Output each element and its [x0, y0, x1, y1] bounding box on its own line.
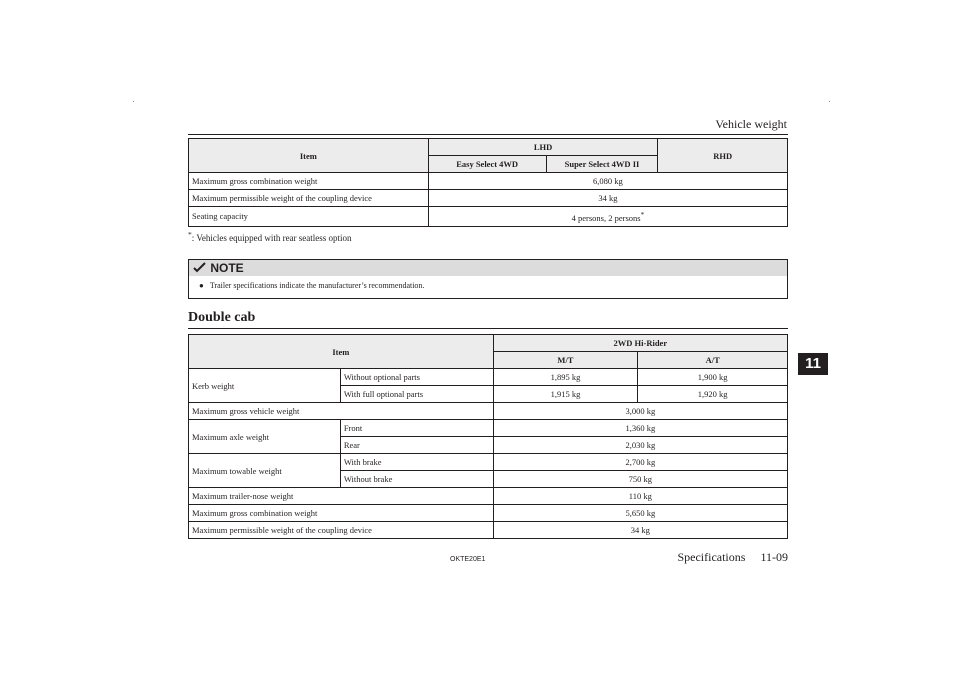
header-divider: [188, 134, 788, 135]
chapter-tab: 11: [798, 353, 828, 375]
row-label: Maximum gross vehicle weight: [189, 403, 494, 420]
row-label: Maximum axle weight: [189, 420, 341, 454]
header-2wd-hi-rider: 2WD Hi-Rider: [493, 335, 787, 352]
footer-section: Specifications: [677, 550, 746, 564]
row-value: 110 kg: [493, 488, 787, 505]
table-row: [189, 369, 788, 386]
note-text: Trailer specifications indicate the manufacturer’s recommendation.: [209, 281, 425, 290]
note-item: [199, 281, 424, 290]
bullet-icon: ●: [199, 281, 204, 290]
row-value: 6,080 kg: [428, 173, 787, 190]
row-label: Maximum towable weight: [189, 454, 341, 488]
table-row: [189, 207, 788, 227]
row-sublabel: Without optional parts: [340, 369, 493, 386]
row-sublabel: Rear: [340, 437, 493, 454]
row-value-mt: 1,895 kg: [493, 369, 638, 386]
table-row: [189, 420, 788, 437]
row-label: Maximum gross combination weight: [189, 173, 429, 190]
row-value: 2,030 kg: [493, 437, 787, 454]
page-footer: [630, 550, 788, 565]
page-header-title: Vehicle weight: [715, 117, 787, 131]
row-value-mt: 1,915 kg: [493, 386, 638, 403]
row-value: 1,360 kg: [493, 420, 787, 437]
row-sublabel: With brake: [340, 454, 493, 471]
row-value: 750 kg: [493, 471, 787, 488]
footnote-marker: *: [640, 211, 645, 219]
row-value: 2,700 kg: [493, 454, 787, 471]
header-at: A/T: [638, 352, 788, 369]
row-value-at: 1,900 kg: [638, 369, 788, 386]
table-row: [189, 522, 788, 539]
row-label: Maximum permissible weight of the coupling device: [189, 190, 429, 207]
footnote: [188, 230, 352, 243]
table-row: [189, 505, 788, 522]
page-number: 11-09: [760, 550, 788, 564]
row-label: Maximum gross combination weight: [189, 505, 494, 522]
row-sublabel: With full optional parts: [340, 386, 493, 403]
row-label: Kerb weight: [189, 369, 341, 403]
header-super-select: Super Select 4WD II: [546, 156, 658, 173]
row-label: Maximum trailer-nose weight: [189, 488, 494, 505]
pencil-check-icon: [193, 262, 207, 273]
crop-mark: [829, 101, 830, 102]
row-label: Seating capacity: [189, 207, 429, 227]
row-label: Maximum permissible weight of the coupling device: [189, 522, 494, 539]
section-title: Double cab: [188, 310, 256, 325]
note-heading: [193, 261, 244, 275]
note-label: NOTE: [210, 261, 244, 275]
table-row: [189, 403, 788, 420]
header-mt: M/T: [493, 352, 638, 369]
row-value-at: 1,920 kg: [638, 386, 788, 403]
row-value: 5,650 kg: [493, 505, 787, 522]
row-value: 34 kg: [493, 522, 787, 539]
header-rhd: RHD: [658, 139, 788, 173]
header-item: Item: [189, 139, 429, 173]
section-divider: [188, 328, 788, 329]
note-header: [189, 260, 787, 276]
row-value: 34 kg: [428, 190, 787, 207]
header-item: Item: [189, 335, 494, 369]
row-value-cell: [428, 207, 787, 227]
row-sublabel: Front: [340, 420, 493, 437]
footnote-mark: *: [188, 230, 192, 239]
weight-table-lhd-rhd: [188, 138, 788, 227]
weight-table-double-cab: [188, 334, 788, 539]
row-sublabel: Without brake: [340, 471, 493, 488]
document-code: OKTE20E1: [450, 556, 486, 563]
crop-mark: [133, 101, 134, 102]
header-lhd: LHD: [428, 139, 658, 156]
note-box: [188, 259, 788, 299]
table-row: [189, 488, 788, 505]
header-easy-select: Easy Select 4WD: [428, 156, 546, 173]
row-value: 3,000 kg: [493, 403, 787, 420]
row-value: 4 persons, 2 persons: [571, 212, 641, 223]
footnote-text: : Vehicles equipped with rear seatless option: [191, 233, 352, 243]
table-row: [189, 454, 788, 471]
table-row: [189, 190, 788, 207]
table-row: [189, 173, 788, 190]
